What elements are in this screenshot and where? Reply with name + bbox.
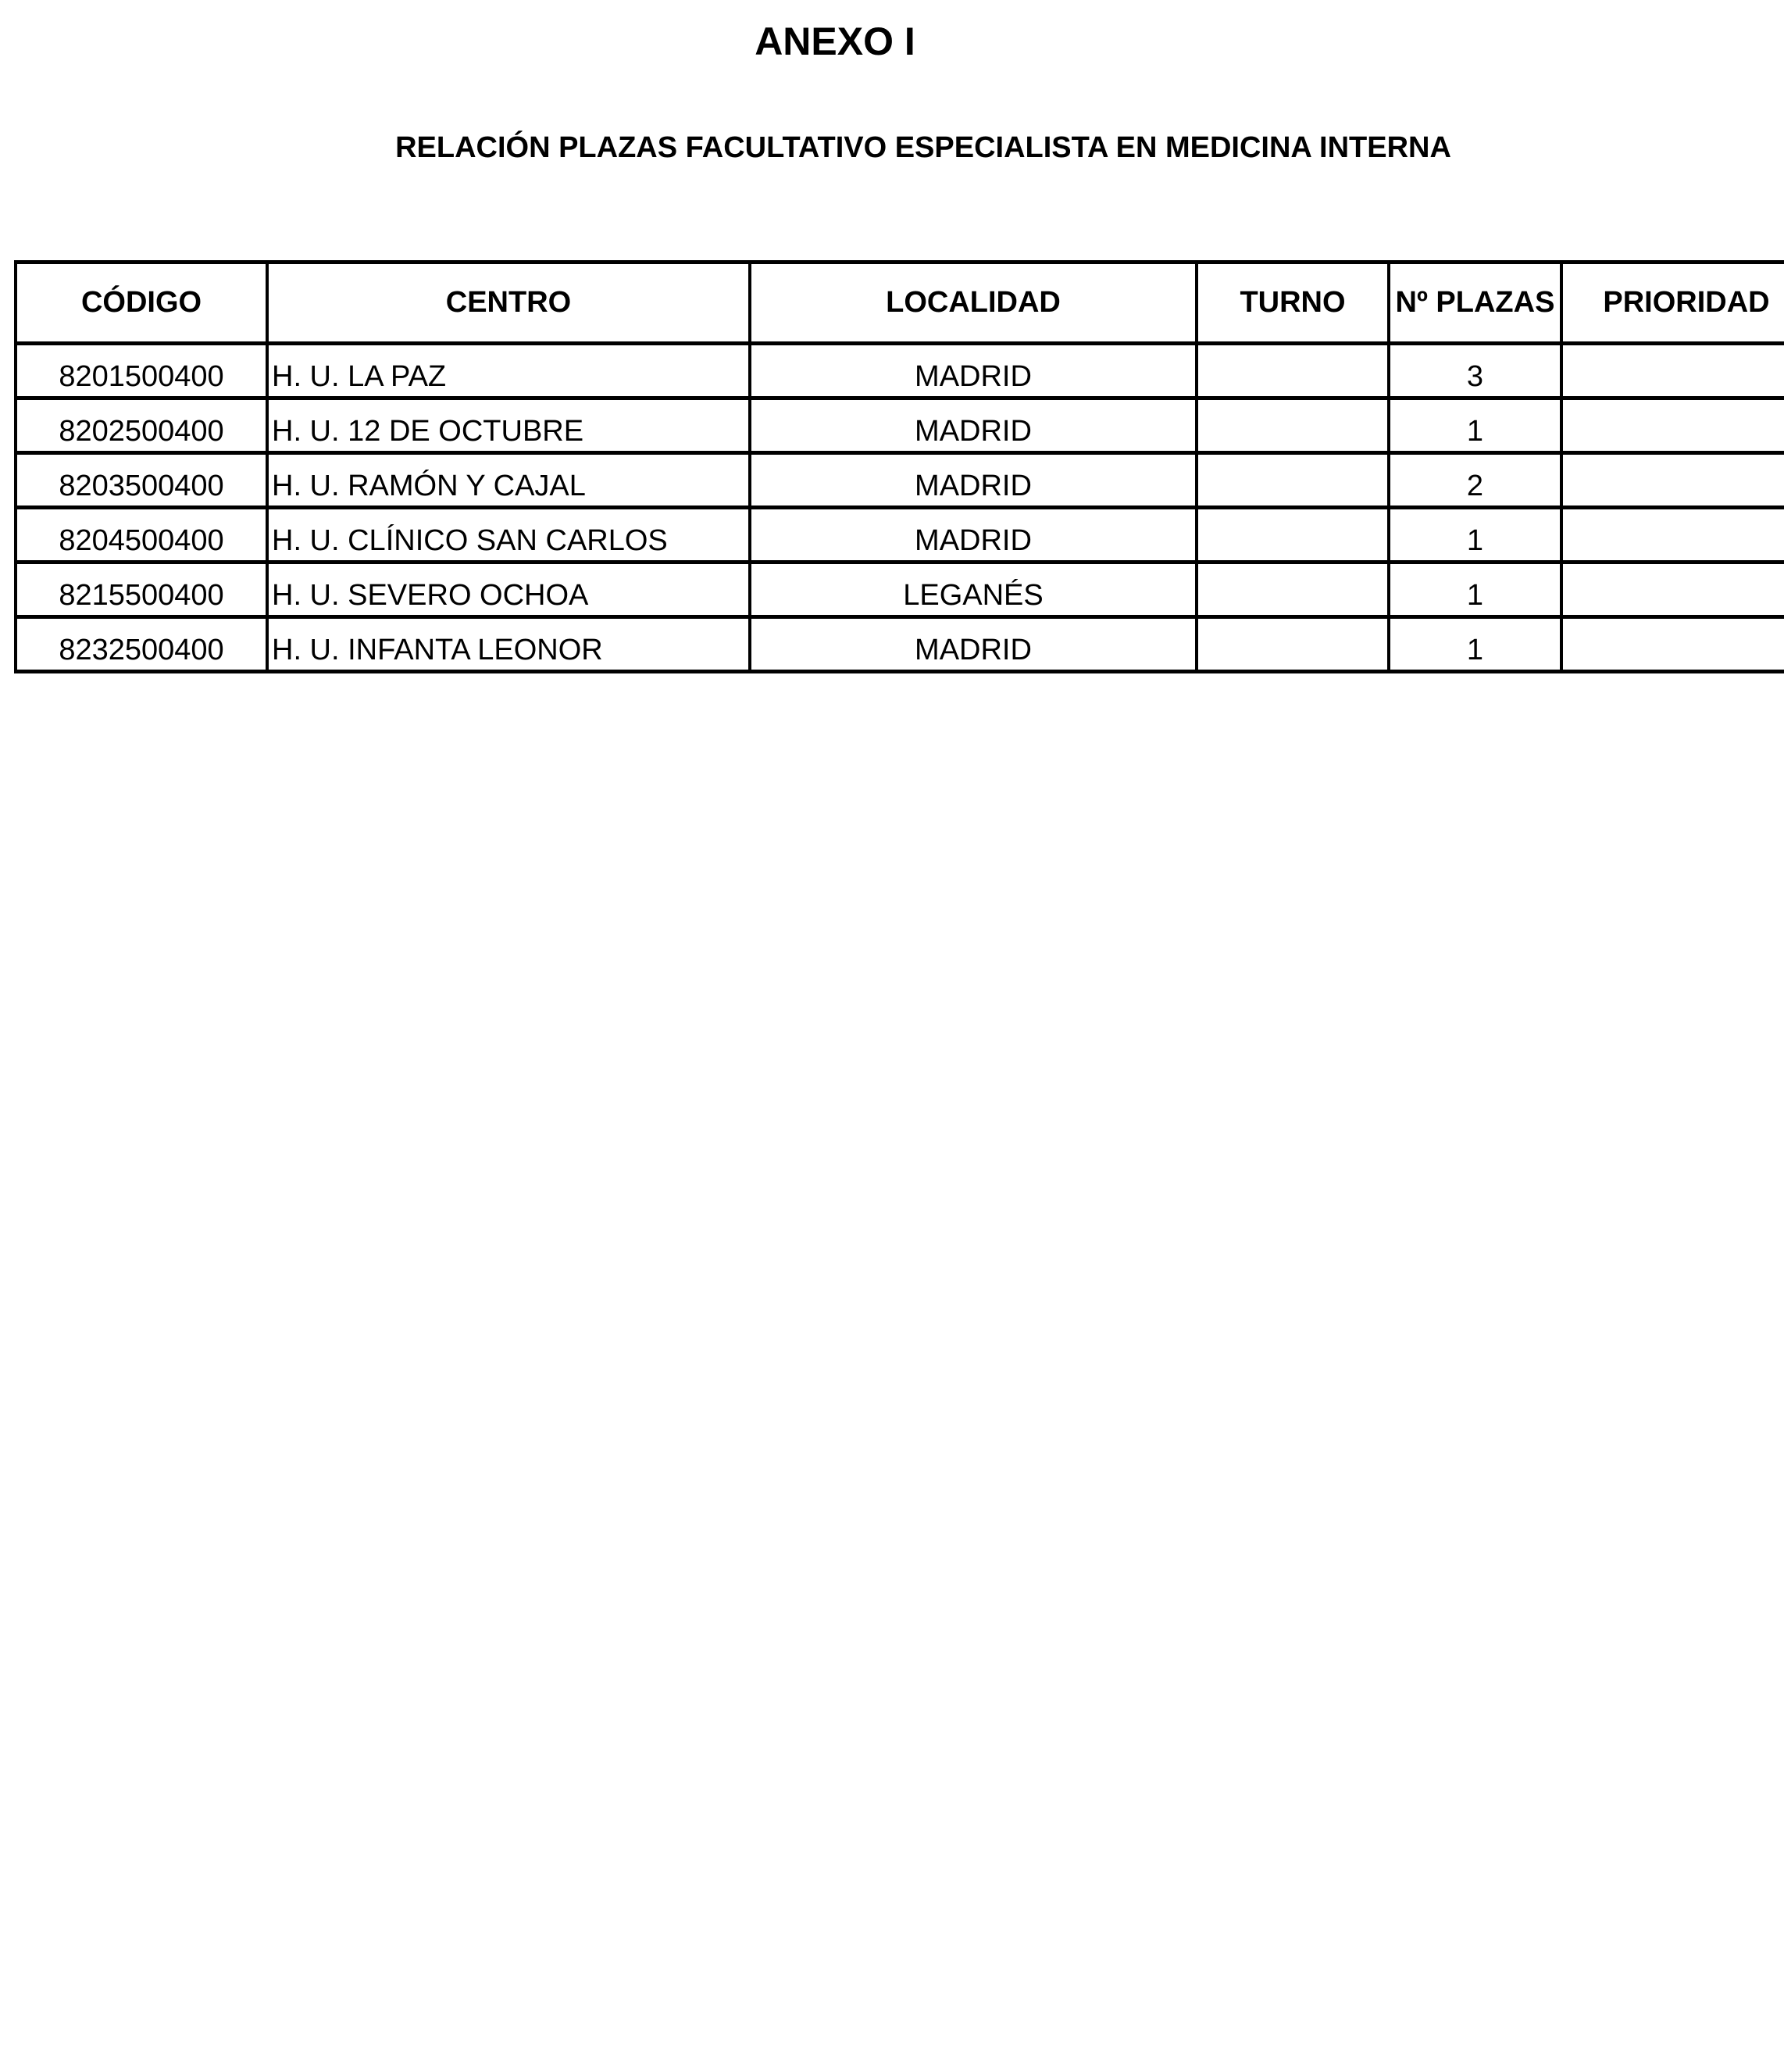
- column-header-turno: TURNO: [1197, 263, 1389, 344]
- cell-codigo: 8232500400: [16, 617, 267, 672]
- table-header-row: [16, 263, 1784, 344]
- plazas-table: [14, 260, 1784, 673]
- table-body: [16, 344, 1784, 672]
- cell-turno: [1197, 563, 1389, 617]
- cell-centro: H. U. CLÍNICO SAN CARLOS: [267, 508, 750, 563]
- column-header-localidad: LOCALIDAD: [750, 263, 1197, 344]
- table-row: [16, 508, 1784, 563]
- column-header-centro: CENTRO: [267, 263, 750, 344]
- cell-centro: H. U. INFANTA LEONOR: [267, 617, 750, 672]
- table-row: [16, 617, 1784, 672]
- cell-plazas: 1: [1389, 563, 1561, 617]
- cell-localidad: LEGANÉS: [750, 563, 1197, 617]
- table-row: [16, 563, 1784, 617]
- cell-prioridad: [1561, 617, 1784, 672]
- cell-prioridad: [1561, 563, 1784, 617]
- cell-centro: H. U. 12 DE OCTUBRE: [267, 398, 750, 453]
- cell-centro: H. U. RAMÓN Y CAJAL: [267, 453, 750, 508]
- cell-codigo: 8201500400: [16, 344, 267, 398]
- cell-codigo: 8202500400: [16, 398, 267, 453]
- cell-prioridad: [1561, 398, 1784, 453]
- cell-plazas: 2: [1389, 453, 1561, 508]
- cell-prioridad: [1561, 508, 1784, 563]
- cell-turno: [1197, 344, 1389, 398]
- cell-turno: [1197, 508, 1389, 563]
- table-row: [16, 398, 1784, 453]
- cell-codigo: 8204500400: [16, 508, 267, 563]
- cell-localidad: MADRID: [750, 453, 1197, 508]
- cell-prioridad: [1561, 453, 1784, 508]
- page-subtitle: RELACIÓN PLAZAS FACULTATIVO ESPECIALISTA EN MEDICINA INTERNA: [395, 131, 1451, 164]
- cell-plazas: 1: [1389, 398, 1561, 453]
- page-title: ANEXO I: [755, 20, 915, 63]
- table-row: [16, 453, 1784, 508]
- cell-localidad: MADRID: [750, 617, 1197, 672]
- cell-localidad: MADRID: [750, 344, 1197, 398]
- cell-localidad: MADRID: [750, 398, 1197, 453]
- column-header-num-plazas: Nº PLAZAS: [1389, 263, 1561, 344]
- cell-plazas: 3: [1389, 344, 1561, 398]
- cell-localidad: MADRID: [750, 508, 1197, 563]
- cell-codigo: 8215500400: [16, 563, 267, 617]
- column-header-prioridad: PRIORIDAD: [1561, 263, 1784, 344]
- cell-codigo: 8203500400: [16, 453, 267, 508]
- cell-turno: [1197, 398, 1389, 453]
- cell-turno: [1197, 617, 1389, 672]
- table-row: [16, 344, 1784, 398]
- cell-centro: H. U. LA PAZ: [267, 344, 750, 398]
- cell-plazas: 1: [1389, 508, 1561, 563]
- cell-centro: H. U. SEVERO OCHOA: [267, 563, 750, 617]
- cell-plazas: 1: [1389, 617, 1561, 672]
- column-header-codigo: CÓDIGO: [16, 263, 267, 344]
- table-header: [16, 263, 1784, 344]
- cell-prioridad: [1561, 344, 1784, 398]
- cell-turno: [1197, 453, 1389, 508]
